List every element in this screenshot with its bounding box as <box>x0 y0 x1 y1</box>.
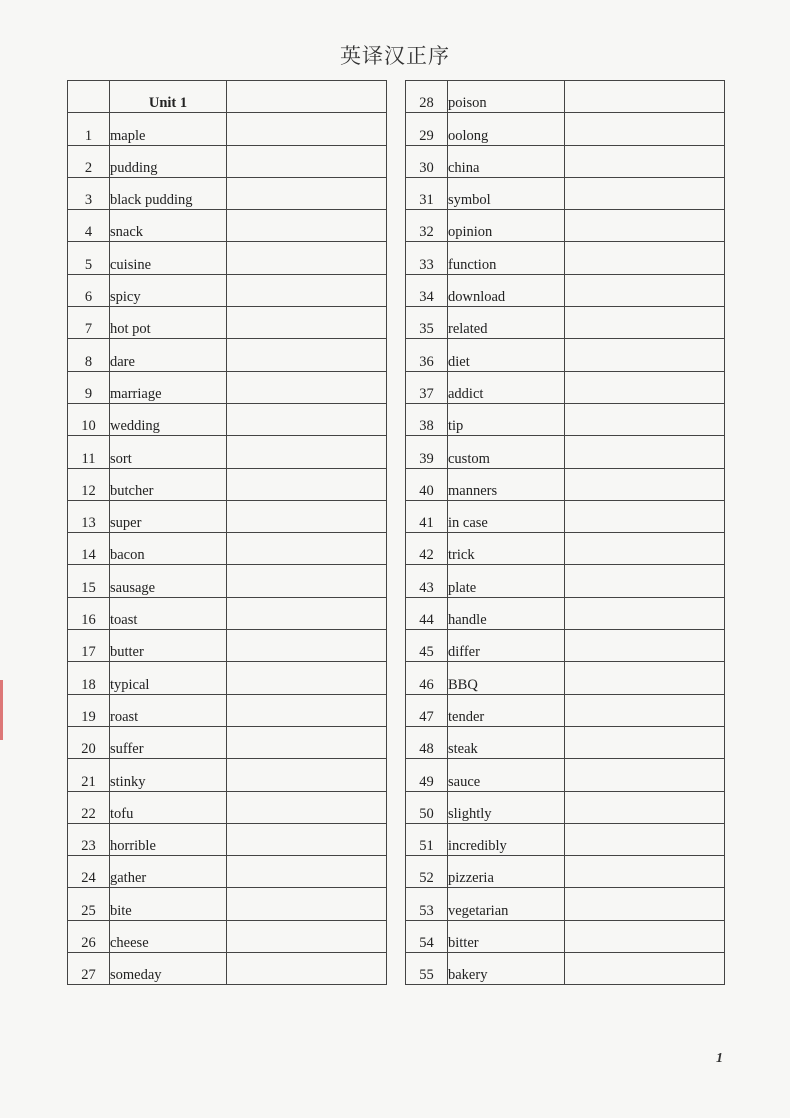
english-word: china <box>448 145 565 177</box>
english-word: related <box>448 307 565 339</box>
table-row <box>68 371 387 403</box>
word-number: 40 <box>406 468 448 500</box>
word-number: 36 <box>406 339 448 371</box>
word-number: 43 <box>406 565 448 597</box>
translation-blank <box>227 565 387 597</box>
vocab-table-left-body <box>68 81 387 985</box>
word-number: 27 <box>68 953 110 985</box>
word-number: 29 <box>406 113 448 145</box>
word-number: 1 <box>68 113 110 145</box>
word-number: 13 <box>68 500 110 532</box>
table-row <box>406 630 725 662</box>
table-row <box>68 726 387 758</box>
word-number: 55 <box>406 953 448 985</box>
word-number: 14 <box>68 533 110 565</box>
table-row <box>68 565 387 597</box>
translation-blank <box>227 339 387 371</box>
word-number: 41 <box>406 500 448 532</box>
table-row <box>406 726 725 758</box>
translation-blank <box>227 242 387 274</box>
english-word: symbol <box>448 177 565 209</box>
translation-blank <box>565 662 725 694</box>
english-word: dare <box>110 339 227 371</box>
table-row <box>68 630 387 662</box>
word-number: 25 <box>68 888 110 920</box>
table-row <box>406 920 725 952</box>
table-row <box>68 210 387 242</box>
english-word: plate <box>448 565 565 597</box>
translation-blank <box>227 533 387 565</box>
table-row <box>406 436 725 468</box>
word-number: 49 <box>406 759 448 791</box>
word-number: 47 <box>406 694 448 726</box>
english-word: slightly <box>448 791 565 823</box>
english-word: pizzeria <box>448 856 565 888</box>
word-number: 39 <box>406 436 448 468</box>
translation-blank <box>565 823 725 855</box>
word-number: 19 <box>68 694 110 726</box>
english-word: toast <box>110 597 227 629</box>
table-row <box>68 533 387 565</box>
word-number: 37 <box>406 371 448 403</box>
english-word: black pudding <box>110 177 227 209</box>
word-number: 46 <box>406 662 448 694</box>
translation-blank <box>565 856 725 888</box>
english-word: cheese <box>110 920 227 952</box>
vocab-table-right-body <box>406 81 725 985</box>
table-row <box>68 339 387 371</box>
english-word: sausage <box>110 565 227 597</box>
translation-blank <box>565 920 725 952</box>
translation-blank <box>227 694 387 726</box>
header-empty-cell <box>68 81 110 113</box>
english-word: someday <box>110 953 227 985</box>
translation-blank <box>227 371 387 403</box>
translation-blank <box>227 726 387 758</box>
translation-blank <box>565 888 725 920</box>
word-number: 24 <box>68 856 110 888</box>
table-row <box>406 759 725 791</box>
english-word: oolong <box>448 113 565 145</box>
word-number: 7 <box>68 307 110 339</box>
english-word: sauce <box>448 759 565 791</box>
english-word: butcher <box>110 468 227 500</box>
english-word: butter <box>110 630 227 662</box>
english-word: vegetarian <box>448 888 565 920</box>
word-number: 4 <box>68 210 110 242</box>
english-word: gather <box>110 856 227 888</box>
table-row <box>68 662 387 694</box>
table-row <box>406 113 725 145</box>
translation-blank <box>565 791 725 823</box>
table-row <box>406 823 725 855</box>
table-row <box>406 565 725 597</box>
page-edge-mark <box>0 680 3 740</box>
table-row <box>68 242 387 274</box>
english-word: poison <box>448 81 565 113</box>
word-number: 6 <box>68 274 110 306</box>
word-number: 30 <box>406 145 448 177</box>
table-row <box>406 242 725 274</box>
english-word: tofu <box>110 791 227 823</box>
table-row <box>406 274 725 306</box>
translation-blank <box>227 177 387 209</box>
english-word: manners <box>448 468 565 500</box>
translation-blank <box>565 177 725 209</box>
translation-blank <box>565 759 725 791</box>
unit-label: Unit 1 <box>110 81 227 113</box>
translation-blank <box>227 662 387 694</box>
table-row <box>406 791 725 823</box>
table-row <box>406 210 725 242</box>
translation-blank <box>227 307 387 339</box>
word-number: 28 <box>406 81 448 113</box>
translation-blank <box>227 823 387 855</box>
table-header-row <box>68 81 387 113</box>
word-number: 21 <box>68 759 110 791</box>
english-word: differ <box>448 630 565 662</box>
table-row <box>68 145 387 177</box>
table-row <box>406 856 725 888</box>
word-number: 22 <box>68 791 110 823</box>
page-number: 1 <box>716 1051 723 1066</box>
english-word: roast <box>110 694 227 726</box>
table-row <box>406 694 725 726</box>
translation-blank <box>565 436 725 468</box>
vocab-table-left <box>67 80 387 985</box>
translation-blank <box>565 307 725 339</box>
word-number: 17 <box>68 630 110 662</box>
english-word: bite <box>110 888 227 920</box>
english-word: addict <box>448 371 565 403</box>
word-number: 54 <box>406 920 448 952</box>
table-row <box>406 533 725 565</box>
english-word: download <box>448 274 565 306</box>
translation-blank <box>227 791 387 823</box>
table-row <box>68 920 387 952</box>
english-word: bakery <box>448 953 565 985</box>
english-word: horrible <box>110 823 227 855</box>
translation-blank <box>565 953 725 985</box>
english-word: spicy <box>110 274 227 306</box>
word-number: 11 <box>68 436 110 468</box>
table-row <box>406 500 725 532</box>
word-number: 31 <box>406 177 448 209</box>
translation-blank <box>227 759 387 791</box>
table-row <box>406 468 725 500</box>
translation-blank <box>565 113 725 145</box>
word-number: 53 <box>406 888 448 920</box>
table-row <box>68 113 387 145</box>
translation-blank <box>565 210 725 242</box>
english-word: steak <box>448 726 565 758</box>
table-row <box>68 274 387 306</box>
word-number: 26 <box>68 920 110 952</box>
english-word: sort <box>110 436 227 468</box>
table-row <box>406 81 725 113</box>
table-row <box>406 403 725 435</box>
english-word: handle <box>448 597 565 629</box>
english-word: suffer <box>110 726 227 758</box>
word-number: 20 <box>68 726 110 758</box>
table-row <box>68 307 387 339</box>
english-word: tender <box>448 694 565 726</box>
english-word: super <box>110 500 227 532</box>
translation-blank <box>565 371 725 403</box>
word-number: 44 <box>406 597 448 629</box>
table-row <box>68 694 387 726</box>
translation-blank <box>227 856 387 888</box>
word-number: 42 <box>406 533 448 565</box>
english-word: custom <box>448 436 565 468</box>
word-number: 5 <box>68 242 110 274</box>
translation-blank <box>565 630 725 662</box>
word-number: 9 <box>68 371 110 403</box>
english-word: trick <box>448 533 565 565</box>
translation-blank <box>565 694 725 726</box>
word-number: 50 <box>406 791 448 823</box>
translation-blank <box>227 210 387 242</box>
table-row <box>406 662 725 694</box>
table-row <box>406 339 725 371</box>
page-title: 英译汉正序 <box>340 44 450 68</box>
word-number: 15 <box>68 565 110 597</box>
table-row <box>68 500 387 532</box>
table-row <box>68 436 387 468</box>
translation-blank <box>565 242 725 274</box>
table-row <box>68 856 387 888</box>
english-word: function <box>448 242 565 274</box>
english-word: bitter <box>448 920 565 952</box>
word-number: 2 <box>68 145 110 177</box>
table-row <box>68 177 387 209</box>
word-number: 48 <box>406 726 448 758</box>
english-word: bacon <box>110 533 227 565</box>
word-number: 45 <box>406 630 448 662</box>
table-row <box>406 953 725 985</box>
table-row <box>406 371 725 403</box>
word-number: 10 <box>68 403 110 435</box>
table-row <box>406 307 725 339</box>
table-row <box>68 403 387 435</box>
english-word: maple <box>110 113 227 145</box>
word-number: 12 <box>68 468 110 500</box>
vocab-table-right <box>405 80 725 985</box>
translation-blank <box>227 500 387 532</box>
translation-blank <box>227 436 387 468</box>
translation-blank <box>227 888 387 920</box>
table-row <box>68 468 387 500</box>
translation-blank <box>227 274 387 306</box>
table-row <box>406 888 725 920</box>
translation-blank <box>227 920 387 952</box>
word-number: 3 <box>68 177 110 209</box>
word-number: 33 <box>406 242 448 274</box>
word-number: 52 <box>406 856 448 888</box>
english-word: opinion <box>448 210 565 242</box>
english-word: diet <box>448 339 565 371</box>
translation-blank <box>565 533 725 565</box>
english-word: marriage <box>110 371 227 403</box>
translation-blank <box>565 145 725 177</box>
english-word: in case <box>448 500 565 532</box>
word-number: 32 <box>406 210 448 242</box>
translation-blank <box>227 468 387 500</box>
table-row <box>68 759 387 791</box>
word-number: 38 <box>406 403 448 435</box>
table-row <box>406 145 725 177</box>
translation-blank <box>565 339 725 371</box>
english-word: hot pot <box>110 307 227 339</box>
translation-blank <box>565 726 725 758</box>
english-word: typical <box>110 662 227 694</box>
english-word: pudding <box>110 145 227 177</box>
translation-blank <box>227 81 387 113</box>
translation-blank <box>227 953 387 985</box>
english-word: BBQ <box>448 662 565 694</box>
english-word: cuisine <box>110 242 227 274</box>
word-number: 16 <box>68 597 110 629</box>
word-number: 18 <box>68 662 110 694</box>
table-row <box>68 888 387 920</box>
translation-blank <box>565 403 725 435</box>
translation-blank <box>227 403 387 435</box>
word-number: 8 <box>68 339 110 371</box>
english-word: wedding <box>110 403 227 435</box>
english-word: snack <box>110 210 227 242</box>
english-word: stinky <box>110 759 227 791</box>
word-number: 23 <box>68 823 110 855</box>
translation-blank <box>227 113 387 145</box>
table-row <box>68 597 387 629</box>
table-row <box>406 597 725 629</box>
table-row <box>68 823 387 855</box>
translation-blank <box>565 81 725 113</box>
translation-blank <box>565 500 725 532</box>
table-row <box>68 791 387 823</box>
translation-blank <box>565 274 725 306</box>
translation-blank <box>227 630 387 662</box>
english-word: tip <box>448 403 565 435</box>
table-row <box>406 177 725 209</box>
table-row <box>68 953 387 985</box>
translation-blank <box>565 565 725 597</box>
word-number: 35 <box>406 307 448 339</box>
english-word: incredibly <box>448 823 565 855</box>
translation-blank <box>227 597 387 629</box>
word-number: 34 <box>406 274 448 306</box>
translation-blank <box>565 597 725 629</box>
translation-blank <box>565 468 725 500</box>
translation-blank <box>227 145 387 177</box>
word-number: 51 <box>406 823 448 855</box>
